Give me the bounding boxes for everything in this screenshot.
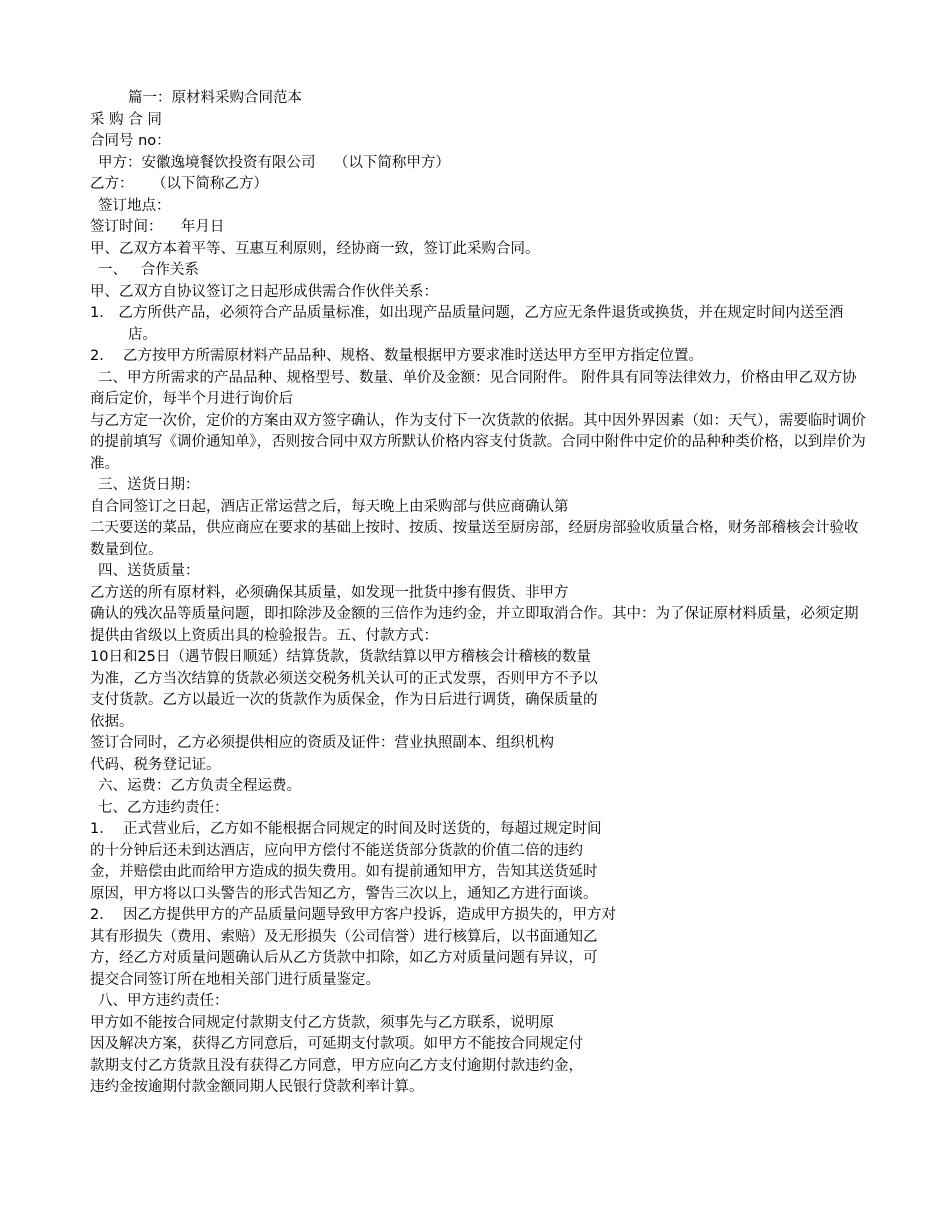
signing-time: 签订时间： 年月日 [90, 219, 225, 235]
paragraph: 支付货款。乙方以最近一次的货款作为质保金，作为日后进行调货，确保质量的 [90, 692, 598, 708]
section-8-heading: 八、甲方违约责任： [98, 993, 229, 1009]
clause-7-1: 1． 正式营业后，乙方如不能根据合同规定的时间及时送货的，每超过规定时间 [90, 821, 602, 837]
paragraph: 自合同签订之日起，酒店正常运营之后，每天晚上由采购部与供应商确认第 [90, 498, 569, 515]
paragraph: 依据。 [90, 713, 134, 730]
section-1-heading: 一、 合作关系 [98, 262, 199, 278]
party-b: 乙方： （以下简称乙方） [90, 176, 268, 192]
paragraph: 款期支付乙方货款且没有获得乙方同意，甲方应向乙方支付逾期付款违约金， [90, 1057, 583, 1074]
contract-heading: 采 购 合 同 [90, 111, 162, 128]
paragraph: 签订合同时，乙方必须提供相应的资质及证件：营业执照副本、组织机构 [90, 735, 554, 751]
section-6-heading: 六、运费：乙方负责全程运费。 [98, 778, 301, 794]
section-2-heading: 二、甲方所需求的产品品种、规格型号、数量、单价及金额：见合同附件。 附件具有同等法律效力，价格由甲乙双方协商后定价，每半个月进行询价后 [90, 369, 857, 407]
clause-7-2: 2． 因乙方提供甲方的产品质量问题导致甲方客户投诉，造成甲方损失的，甲方对 [90, 907, 616, 923]
paragraph: 其有形损失（费用、索赔）及无形损失（公司信誉）进行核算后，以书面通知乙 [90, 928, 598, 945]
paragraph: 违约金按逾期付款金额同期人民银行贷款利率计算。 [90, 1079, 424, 1095]
paragraph: 确认的残次品等质量问题，即扣除涉及金额的三倍作为违约金，并立即取消合作。其中：为了保证原材料质量，必须定期提供由省级以上资质出具的检验报告。五、付款方式： [90, 606, 859, 644]
paragraph: 10日和25日（遇节假日顺延）结算货款，货款结算以甲方稽核会计稽核的数量 [90, 649, 591, 665]
paragraph: 为准，乙方当次结算的货款必须送交税务机关认可的正式发票，否则甲方不予以 [90, 670, 598, 687]
paragraph: 甲方如不能按合同规定付款期支付乙方货款，须事先与乙方联系，说明原 [90, 1014, 554, 1031]
clause-1-2: 2． 乙方按甲方所需原材料产品品种、规格、数量根据甲方要求准时送达甲方至甲方指定位置。 [90, 348, 703, 364]
paragraph: 提交合同签订所在地相关部门进行质量鉴定。 [90, 971, 380, 988]
paragraph: 与乙方定一次价，定价的方案由双方签字确认，作为支付下一次货款的依据。其中因外界因素（如：天气），需要临时调价的提前填写《调价通知单》，否则按合同中双方所默认价格内容支付货款。合同中附件中定价的品种种类价格，以到岸价为准。 [90, 412, 866, 472]
paragraph: 乙方送的所有原材料，必须确保其质量，如发现一批货中掺有假货、非甲方 [90, 584, 569, 601]
document-title: 篇一：原材料采购合同范本 [128, 90, 302, 106]
paragraph: 方，经乙方对质量问题确认后从乙方货款中扣除，如乙方对质量问题有异议，可 [90, 950, 598, 966]
signing-place: 签订地点： [98, 197, 171, 214]
contract-number: 合同号 no： [90, 133, 171, 149]
section-3-heading: 三、送货日期： [98, 477, 200, 493]
paragraph: 二天要送的菜品，供应商应在要求的基础上按时、按质、按量送至厨房部，经厨房部验收质量合格，财务部稽核会计验收数量到位。 [90, 520, 859, 558]
section-4-heading: 四、送货质量： [98, 563, 200, 579]
paragraph: 因及解决方案，获得乙方同意后，可延期支付款项。如甲方不能按合同规定付 [90, 1036, 583, 1052]
paragraph: 甲、乙双方自协议签订之日起形成供需合作伙伴关系： [90, 283, 438, 300]
document-body [90, 88, 870, 1099]
paragraph: 原因，甲方将以口头警告的形式告知乙方，警告三次以上，通知乙方进行面谈。 [90, 885, 598, 902]
paragraph: 代码、税务登记证。 [90, 756, 221, 773]
preamble: 甲、乙双方本着平等、互惠互利原则，经协商一致，签订此采购合同。 [90, 240, 540, 257]
clause-1-1: 1． 乙方所供产品，必须符合产品质量标准，如出现产品质量问题，乙方应无条件退货或换货，并在规定时间内送至酒店。 [90, 305, 844, 343]
party-a: 甲方：安徽逸境餐饮投资有限公司 （以下简称甲方） [98, 154, 450, 171]
paragraph: 金，并赔偿由此而给甲方造成的损失费用。如有提前通知甲方，告知其送货延时 [90, 864, 598, 880]
section-7-heading: 七、乙方违约责任： [98, 799, 229, 816]
paragraph: 的十分钟后还未到达酒店，应向甲方偿付不能送货部分货款的价值二倍的违约 [90, 842, 583, 859]
